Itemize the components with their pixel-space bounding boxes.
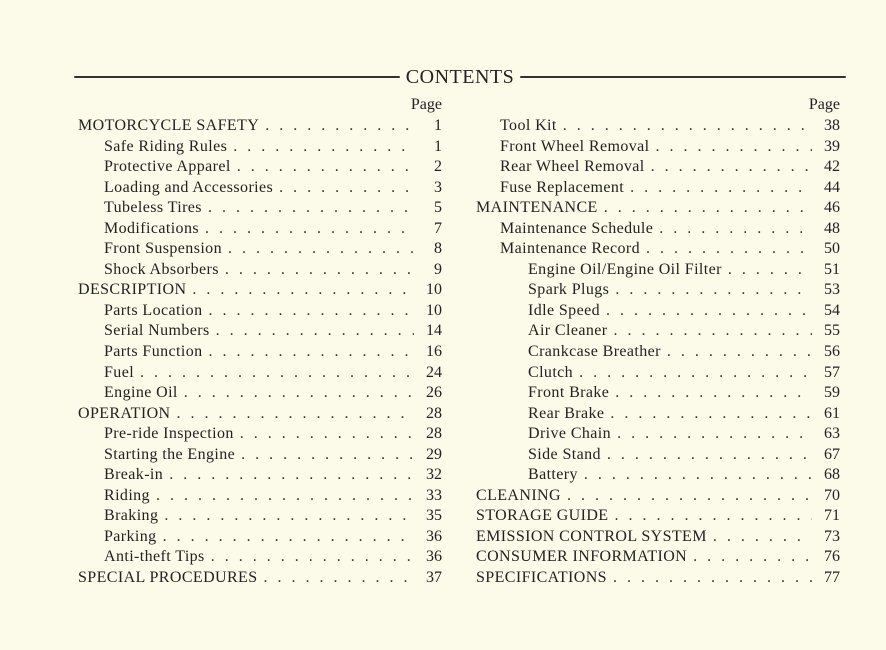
toc-entry	[476, 506, 840, 527]
header-rule-right	[520, 76, 846, 78]
toc-entry	[78, 342, 442, 363]
dot-leader	[169, 465, 414, 486]
toc-entry-page: 73	[824, 527, 840, 545]
toc-entry	[476, 260, 840, 281]
toc-entry-page: 54	[824, 301, 840, 319]
toc-entry-page: 2	[434, 158, 442, 176]
toc-list-left	[78, 116, 442, 589]
toc-entry-title: Tool Kit	[500, 117, 557, 134]
toc-entry-page: 36	[426, 548, 442, 566]
toc-entry-page: 71	[824, 507, 840, 525]
toc-entry-page: 5	[434, 199, 442, 217]
toc-entry-title: EMISSION CONTROL SYSTEM	[476, 527, 707, 545]
dot-leader	[656, 137, 813, 158]
toc-entry-title: MAINTENANCE	[476, 199, 598, 217]
dot-leader	[646, 239, 812, 260]
toc-entry-page: 48	[824, 219, 840, 237]
toc-column-left	[78, 94, 442, 589]
toc-entry	[78, 116, 442, 137]
toc-entry	[78, 198, 442, 219]
toc-entry	[476, 568, 840, 589]
toc-entry-title: Drive Chain	[528, 425, 612, 443]
toc-entry-title: Fuel	[104, 363, 135, 381]
header-rule-left	[74, 76, 400, 78]
toc-entry	[476, 137, 840, 158]
toc-entry-page: 42	[824, 158, 840, 176]
dot-leader	[651, 157, 812, 178]
toc-entry-title: STORAGE GUIDE	[476, 507, 609, 525]
toc-entry-title: Air Cleaner	[528, 322, 608, 340]
toc-entry	[476, 321, 840, 342]
toc-entry-title: CLEANING	[476, 486, 561, 504]
dot-leader	[205, 219, 414, 240]
toc-entry-title: Serial Numbers	[104, 322, 210, 340]
toc-entry-page: 16	[426, 343, 442, 361]
toc-entry	[476, 547, 840, 568]
toc-entry-page: 7	[434, 219, 442, 237]
toc-entry-title: Riding	[104, 486, 150, 504]
dot-leader	[163, 527, 414, 548]
toc-entry-title: Battery	[528, 466, 578, 484]
toc-entry-title: Front Brake	[528, 384, 610, 402]
toc-entry	[476, 342, 840, 363]
toc-entry	[78, 239, 442, 260]
toc-entry	[476, 404, 840, 425]
toc-entry-title: Side Stand	[528, 445, 601, 463]
toc-entry-title: Maintenance Record	[500, 240, 641, 258]
toc-entry-title: Protective Apparel	[104, 158, 231, 176]
toc-entry-page: 8	[434, 240, 442, 258]
toc-entry-page: 59	[824, 384, 840, 402]
dot-leader	[241, 445, 414, 466]
toc-entry-page: 28	[426, 425, 442, 443]
toc-entry-page: 76	[824, 548, 840, 566]
toc-entry	[78, 527, 442, 548]
toc-entry	[476, 280, 840, 301]
dot-leader	[728, 260, 812, 281]
toc-entry-page: 77	[824, 569, 840, 587]
toc-entry	[78, 363, 442, 384]
page-column-label: Page	[808, 96, 840, 113]
toc-entry-title: Front Wheel Removal	[500, 137, 650, 155]
toc-entry-page: 1	[434, 137, 442, 155]
dot-leader	[211, 547, 414, 568]
dot-leader	[216, 321, 414, 342]
toc-entry-page: 36	[426, 527, 442, 545]
toc-entry-page: 3	[434, 178, 442, 196]
toc-entry-page: 56	[824, 343, 840, 361]
dot-leader	[693, 547, 812, 568]
toc-entry-page: 61	[824, 404, 840, 422]
toc-entry	[78, 301, 442, 322]
dot-leader	[233, 137, 414, 158]
toc-entry	[78, 424, 442, 445]
toc-entry	[476, 219, 840, 240]
toc-entry-page: 67	[824, 445, 840, 463]
toc-entry-title: Parts Function	[104, 343, 203, 361]
toc-entry	[476, 157, 840, 178]
toc-entry	[78, 383, 442, 404]
toc-entry-title: SPECIAL PROCEDURES	[78, 569, 258, 587]
dot-leader	[208, 198, 414, 219]
dot-leader	[613, 568, 812, 589]
dot-leader	[240, 424, 414, 445]
toc-entry-page: 44	[824, 178, 840, 196]
toc-entry-title: Idle Speed	[528, 301, 600, 319]
dot-leader	[279, 178, 414, 199]
dot-leader	[614, 506, 812, 527]
toc-entry-title: Front Suspension	[104, 240, 222, 258]
dot-leader	[667, 342, 812, 363]
toc-entry	[476, 465, 840, 486]
dot-leader	[659, 219, 812, 240]
toc-entry-title: Rear Brake	[528, 404, 605, 422]
dot-leader	[604, 198, 812, 219]
toc-entry-title: CONSUMER INFORMATION	[476, 548, 688, 566]
toc-entry-title: Braking	[104, 507, 159, 525]
dot-leader	[615, 280, 812, 301]
toc-entry-title: Tubeless Tires	[104, 199, 202, 217]
toc-entry-page: 57	[824, 363, 840, 381]
dot-leader	[579, 363, 812, 384]
toc-entry	[476, 486, 840, 507]
toc-entry	[476, 383, 840, 404]
toc-entry-title: Modifications	[104, 219, 199, 237]
toc-entry-title: Maintenance Schedule	[500, 219, 654, 237]
toc-entry-page: 51	[824, 260, 840, 278]
toc-entry	[476, 527, 840, 548]
dot-leader	[192, 280, 414, 301]
toc-entry-page: 39	[824, 137, 840, 155]
toc-entry-title: Anti-theft Tips	[104, 548, 205, 566]
dot-leader	[617, 424, 812, 445]
toc-entry	[476, 178, 840, 199]
page-column-label: Page	[410, 96, 442, 113]
page-title: CONTENTS	[405, 65, 515, 88]
toc-entry	[78, 547, 442, 568]
toc-entry-page: 26	[426, 384, 442, 402]
dot-leader	[615, 383, 812, 404]
toc-entry-title: SPECIFICATIONS	[476, 569, 607, 587]
toc-entry-title: Rear Wheel Removal	[500, 158, 645, 176]
toc-entry-page: 70	[824, 486, 840, 504]
dot-leader	[184, 383, 414, 404]
toc-entry-page: 14	[426, 322, 442, 340]
toc-entry-title: Parking	[104, 527, 157, 545]
dot-leader	[228, 239, 414, 260]
toc-entry-title: Engine Oil/Engine Oil Filter	[528, 260, 722, 278]
toc-entry-page: 55	[824, 322, 840, 340]
toc-entry-title: Break-in	[104, 466, 164, 484]
dot-leader	[225, 260, 414, 281]
toc-entry-title: Fuse Replacement	[500, 178, 625, 196]
toc-entry-page: 35	[426, 507, 442, 525]
toc-entry-title: Shock Absorbers	[104, 260, 219, 278]
toc-entry	[78, 260, 442, 281]
toc-entry	[78, 465, 442, 486]
toc-entry	[78, 137, 442, 158]
toc-entry	[476, 445, 840, 466]
toc-entry-page: 68	[824, 466, 840, 484]
toc-entry-title: Starting the Engine	[104, 445, 236, 463]
toc-entry-page: 33	[426, 486, 442, 504]
toc-entry-title: Loading and Accessories	[104, 178, 274, 196]
toc-entry	[78, 280, 442, 301]
toc-entry-title: Pre-ride Inspection	[104, 425, 234, 443]
toc-entry	[78, 219, 442, 240]
dot-leader	[610, 404, 812, 425]
toc-entry-page: 1	[434, 117, 442, 134]
toc-entry-page: 46	[824, 199, 840, 217]
toc-entry	[78, 321, 442, 342]
toc-entry-page: 9	[434, 260, 442, 278]
toc-entry-title: DESCRIPTION	[78, 281, 187, 299]
toc-entry	[78, 445, 442, 466]
toc-entry	[476, 239, 840, 260]
toc-entry-page: 37	[426, 569, 442, 587]
contents-header	[74, 64, 846, 90]
toc-entry	[78, 157, 442, 178]
dot-leader	[265, 116, 414, 137]
dot-leader	[563, 116, 812, 137]
toc-entry	[476, 363, 840, 384]
dot-leader	[613, 321, 812, 342]
toc-entry-title: Parts Location	[104, 301, 203, 319]
toc-entry	[78, 404, 442, 425]
dot-leader	[208, 301, 414, 322]
toc-entry	[476, 116, 840, 137]
dot-leader	[177, 404, 415, 425]
dot-leader	[630, 178, 812, 199]
toc-entry-title: OPERATION	[78, 404, 171, 422]
dot-leader	[607, 445, 812, 466]
toc-entry	[78, 486, 442, 507]
toc-entry	[78, 506, 442, 527]
toc-entry-title: MOTORCYCLE SAFETY	[78, 117, 260, 134]
dot-leader	[606, 301, 812, 322]
dot-leader	[567, 486, 812, 507]
toc-entry-title: Engine Oil	[104, 384, 178, 402]
toc-column-right	[476, 94, 840, 589]
dot-leader	[237, 157, 414, 178]
toc-entry-page: 50	[824, 240, 840, 258]
toc-entry	[476, 301, 840, 322]
toc-entry-page: 28	[426, 404, 442, 422]
toc-entry-page: 38	[824, 117, 840, 134]
toc-entry-page: 10	[426, 301, 442, 319]
toc-list-right	[476, 116, 840, 589]
dot-leader	[209, 342, 415, 363]
dot-leader	[140, 363, 414, 384]
toc-entry	[476, 198, 840, 219]
dot-leader	[264, 568, 414, 589]
dot-leader	[584, 465, 812, 486]
dot-leader	[164, 506, 414, 527]
toc-entry-title: Clutch	[528, 363, 574, 381]
toc-entry-page: 24	[426, 363, 442, 381]
toc-entry-page: 53	[824, 281, 840, 299]
toc-entry-title: Crankcase Breather	[528, 343, 661, 361]
toc-entry-title: Safe Riding Rules	[104, 137, 228, 155]
toc-entry	[78, 178, 442, 199]
toc-entry-page: 32	[426, 466, 442, 484]
toc-entry-page: 29	[426, 445, 442, 463]
toc-entry-title: Spark Plugs	[528, 281, 610, 299]
toc-entry-page: 10	[426, 281, 442, 299]
toc-entry-page: 63	[824, 425, 840, 443]
dot-leader	[713, 527, 812, 548]
toc-entry	[476, 424, 840, 445]
toc-entry	[78, 568, 442, 589]
dot-leader	[156, 486, 414, 507]
